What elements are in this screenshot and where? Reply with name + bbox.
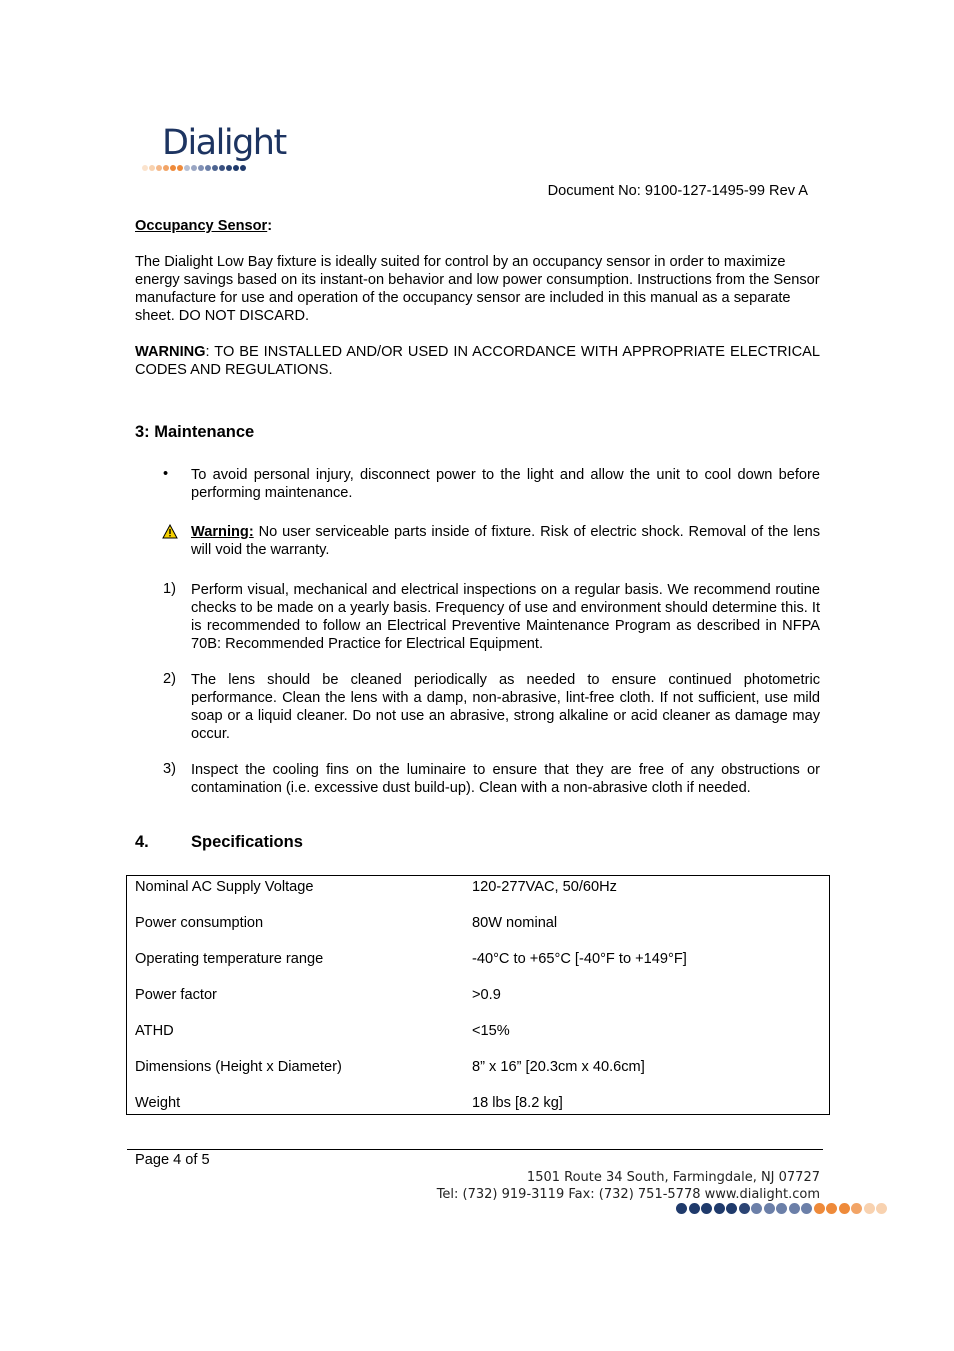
- spec-label: Weight: [135, 1095, 181, 1111]
- dialight-logo: Dialight: [162, 123, 286, 163]
- maintenance-item-lens: The lens should be cleaned periodically as needed to ensure continued photometric performance. Clean the lens with a damp, non-abrasive, lint-free cloth. If not sufficient, use mild soap or a liquid cleaner. Do not use an abrasive, strong alkaline or acid cleaner as damage may occur.: [191, 672, 820, 742]
- specifications-heading: Specifications: [191, 833, 303, 851]
- occupancy-warning-label: WARNING: [135, 344, 206, 360]
- spec-label: ATHD: [135, 1023, 174, 1039]
- spec-value: 18 lbs [8.2 kg]: [472, 1095, 563, 1111]
- maintenance-warning-text: No user serviceable parts inside of fixture. Risk of electric shock. Removal of the lens will void the warranty.: [191, 524, 820, 558]
- specifications-number: 4.: [135, 833, 149, 851]
- bullet-item-power: To avoid personal injury, disconnect power to the light and allow the unit to cool down before performing maintenance.: [191, 467, 820, 501]
- item-number: 1): [163, 581, 176, 597]
- maintenance-warning-label: Warning:: [191, 524, 254, 540]
- specifications-table: [126, 875, 830, 1115]
- spec-label: Power factor: [135, 987, 217, 1003]
- logo-dots-decoration: [142, 165, 246, 171]
- spec-value: -40°C to +65°C [-40°F to +149°F]: [472, 951, 687, 967]
- spec-label: Nominal AC Supply Voltage: [135, 879, 314, 895]
- bullet-glyph: •: [163, 466, 169, 482]
- table-row: [127, 1092, 830, 1115]
- table-row: [127, 948, 830, 984]
- occupancy-warning-text: : TO BE INSTALLED AND/OR USED IN ACCORDANCE WITH APPROPRIATE ELECTRICAL CODES AND REGULATIONS.: [135, 344, 820, 378]
- maintenance-heading: 3: Maintenance: [135, 423, 255, 441]
- footer-contact: Tel: (732) 919-3119 Fax: (732) 751-5778 www.dialight.com: [436, 1187, 820, 1202]
- maintenance-item-fins: Inspect the cooling fins on the luminaire to ensure that they are free of any obstructions or contamination (i.e. excessive dust build-up). Clean with a non-abrasive cloth if needed.: [191, 762, 820, 796]
- occupancy-warning: [135, 343, 820, 379]
- warning-triangle-icon: [162, 524, 178, 539]
- document-number: Document No: 9100-127-1495-99 Rev A: [547, 183, 808, 199]
- spec-value: <15%: [472, 1023, 510, 1039]
- footer-dots-decoration: [676, 1203, 887, 1214]
- footer-divider: [127, 1149, 823, 1150]
- footer-address: 1501 Route 34 South, Farmingdale, NJ 07727: [526, 1170, 820, 1185]
- item-number: 3): [163, 761, 176, 777]
- table-row: [127, 876, 830, 913]
- page-number: Page 4 of 5: [135, 1152, 210, 1168]
- table-row: [127, 912, 830, 948]
- spec-value: 80W nominal: [472, 915, 558, 931]
- table-row: [127, 1020, 830, 1056]
- spec-label: Dimensions (Height x Diameter): [135, 1059, 342, 1075]
- spec-label: Operating temperature range: [135, 951, 324, 967]
- maintenance-warning: [191, 523, 820, 559]
- spec-value: 8” x 16” [20.3cm x 40.6cm]: [472, 1059, 645, 1075]
- occupancy-heading-text: Occupancy Sensor: [135, 218, 268, 234]
- occupancy-heading-colon: :: [267, 218, 273, 234]
- spec-label: Power consumption: [135, 915, 264, 931]
- table-row: [127, 1056, 830, 1092]
- spec-value: >0.9: [472, 987, 501, 1003]
- table-row: [127, 984, 830, 1020]
- spec-value: 120-277VAC, 50/60Hz: [472, 879, 617, 895]
- occupancy-heading: [135, 217, 820, 235]
- occupancy-paragraph: The Dialight Low Bay fixture is ideally suited for control by an occupancy sensor in order to maximize energy savings based on its instant-on behavior and low power consumption. Instructions from the Sensor manufacture for use and operation of the occupancy sensor are included in this manual as a separate sheet. DO NOT DISCARD.: [135, 254, 820, 324]
- maintenance-item-inspections: Perform visual, mechanical and electrical inspections on a regular basis. We recommend routine checks to be made on a yearly basis. Frequency of use and environment should determine this. It is recommended to follow an Electrical Preventive Maintenance Program as described in NFPA 70B: Recommended Practice for Electrical Equipment.: [191, 582, 820, 652]
- item-number: 2): [163, 671, 176, 687]
- footer-address-block: [437, 1169, 820, 1203]
